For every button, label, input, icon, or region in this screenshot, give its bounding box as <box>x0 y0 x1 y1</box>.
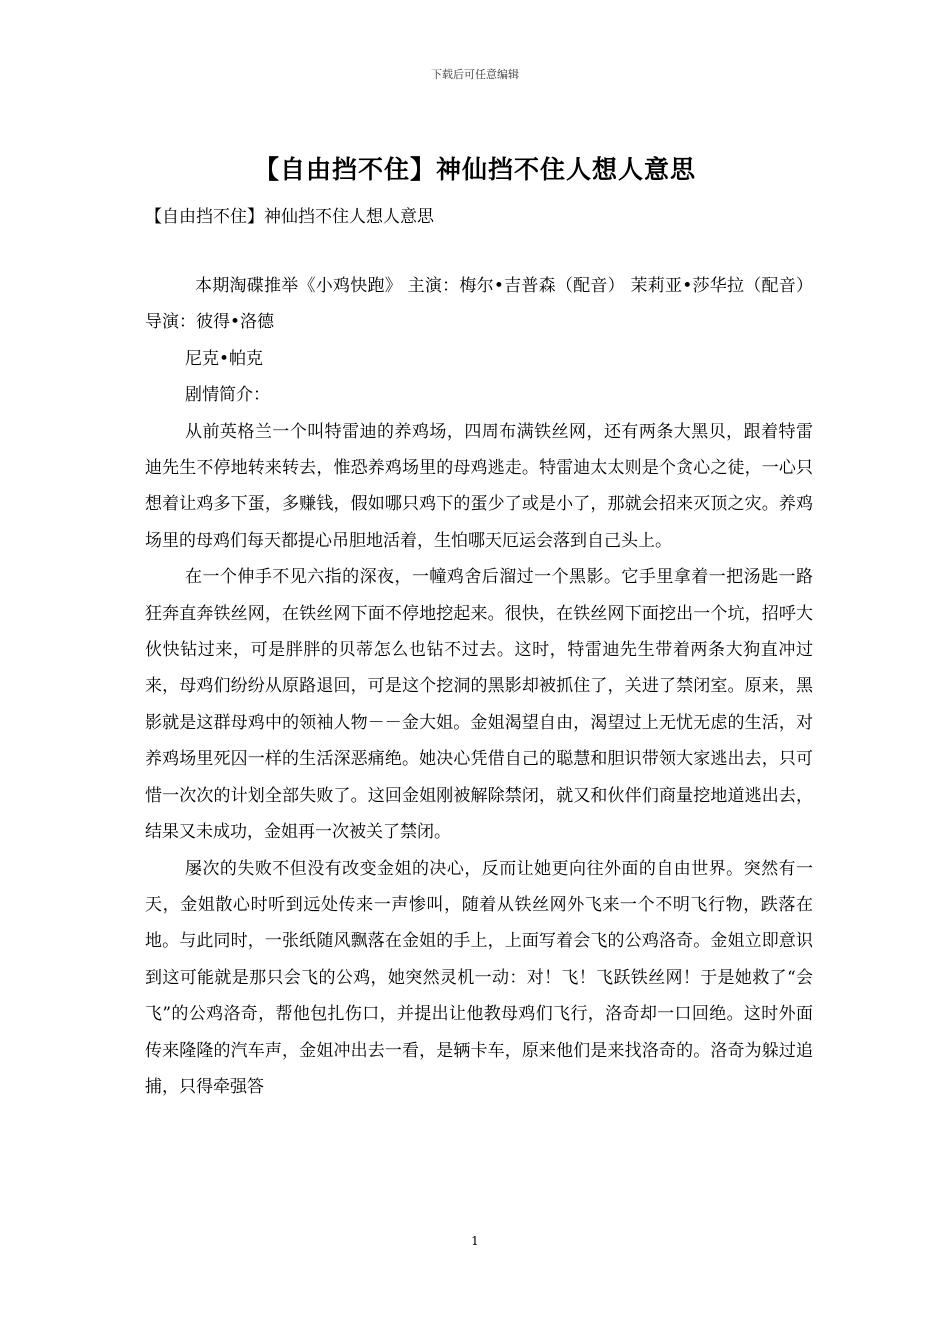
credits-line: 本期淘碟推举《小鸡快跑》 主演：梅尔•吉普森（配音） 茉莉亚•莎华拉（配音） 导演：彼得•洛德 <box>145 276 813 333</box>
document-title: 【自由挡不住】神仙挡不住人想人意思 <box>253 155 696 184</box>
synopsis-label: 剧情简介： <box>185 385 270 406</box>
paragraph: 从前英格兰一个叫特雷迪的养鸡场，四周布满铁丝网，还有两条大黑贝，跟着特雷迪先生不停地转来转去，惟恐养鸡场里的母鸡逃走。特雷迪太太则是个贪心之徒，一心只想着让鸡多下蛋，多赚钱，假如哪只鸡下的蛋少了或是小了，那就会招来灭顶之灾。养鸡场里的母鸡们每天都提心吊胆地活着，生怕哪天厄运会落到自己头上。 <box>145 421 813 551</box>
credits-continued: 尼克•帕克 <box>185 348 264 369</box>
page-number: 1 <box>471 1234 479 1248</box>
header-note: 下载后可任意编辑 <box>431 68 519 81</box>
paragraph: 屡次的失败不但没有改变金姐的决心，反而让她更向往外面的自由世界。突然有一天，金姐散心时听到远处传来一声惨叫，随着从铁丝网外飞来一个不明飞行物，跌落在地。与此同时，一张纸随风飘落在金姐的手上，上面写着会飞的公鸡洛奇。金姐立即意识到这可能就是那只会飞的公鸡，她突然灵机一动：对！飞！飞跃铁丝网！于是她救了“会飞”的公鸡洛奇，帮他包扎伤口，并提出让他教母鸡们飞行，洛奇却一口回绝。这时外面传来隆隆的汽车声，金姐冲出去一看，是辆卡车，原来他们是来找洛奇的。洛奇为躲过追捕，只得牵强答 <box>145 858 813 1097</box>
document-subtitle: 【自由挡不住】神仙挡不住人想人意思 <box>145 207 434 227</box>
paragraph: 在一个伸手不见六指的深夜，一幢鸡舍后溜过一个黑影。它手里拿着一把汤匙一路狂奔直奔铁丝网，在铁丝网下面不停地挖起来。很快，在铁丝网下面挖出一个坑，招呼大伙快钻过来，可是胖胖的贝蒂怎么也钻不过去。这时，特雷迪先生带着两条大狗直冲过来，母鸡们纷纷从原路退回，可是这个挖洞的黑影却被抓住了，关进了禁闭室。原来，黑影就是这群母鸡中的领袖人物－－金大姐。金姐渴望自由，渴望过上无忧无虑的生活，对养鸡场里死囚一样的生活深恶痛绝。她决心凭借自己的聪慧和胆识带领大家逃出去，只可惜一次次的计划全部失败了。这回金姐刚被解除禁闭，就又和伙伴们商量挖地道逃出去，结果又未成功，金姐再一次被关了禁闭。 <box>145 567 813 843</box>
document-body <box>145 268 813 1105</box>
